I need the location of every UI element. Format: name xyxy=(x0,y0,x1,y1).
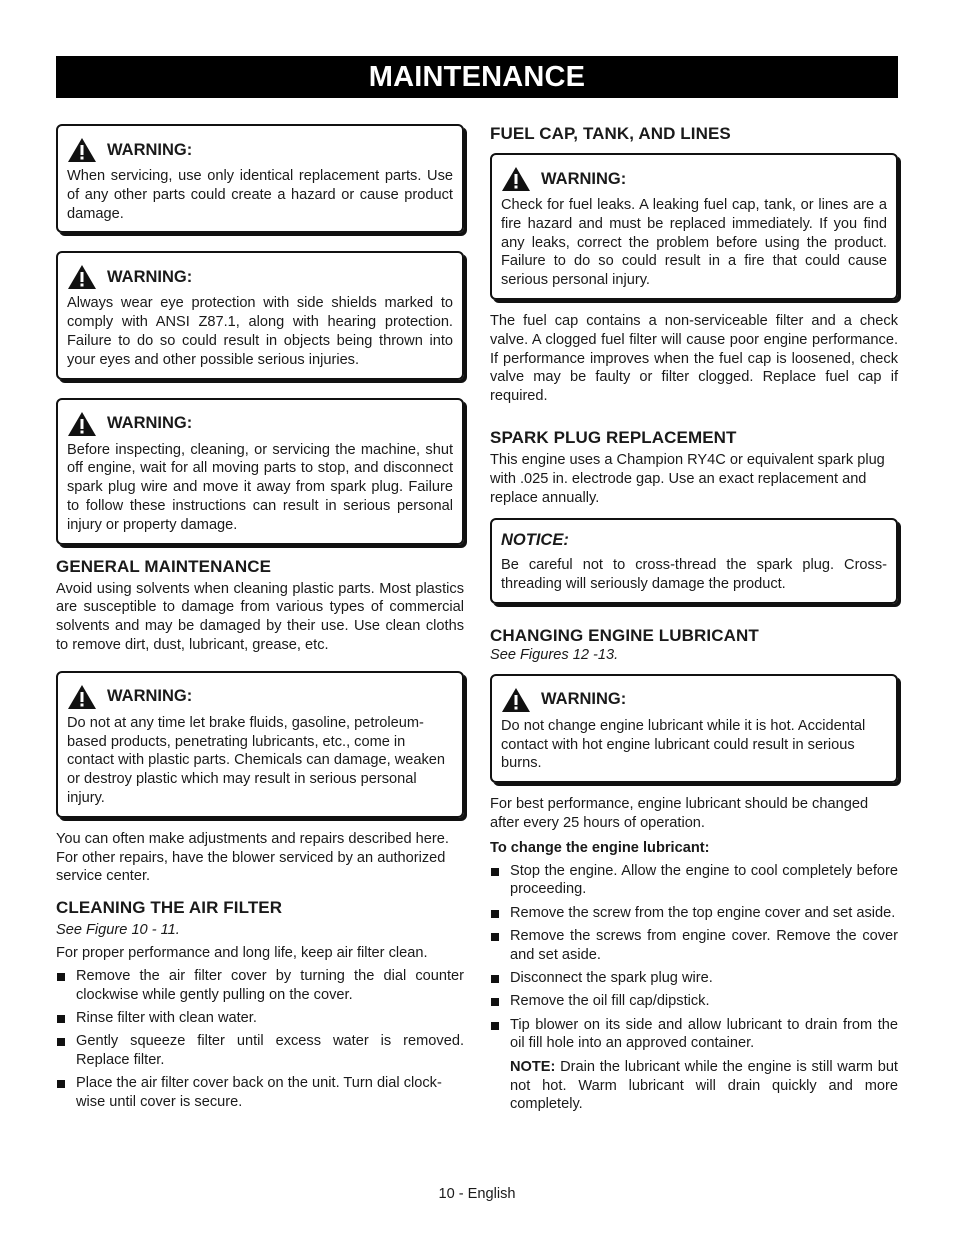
note-text: Drain the lubricant while the engine is still warm but not hot. Warm lubricant will drain quickly and more completely. xyxy=(510,1058,898,1113)
warning-box-replacement-parts xyxy=(56,124,464,233)
list-item: Disconnect the spark plug wire. xyxy=(490,969,898,988)
warning-triangle-icon xyxy=(67,411,97,437)
steps-subheading: To change the engine lubricant: xyxy=(490,839,710,856)
notice-label: NOTICE: xyxy=(501,531,569,550)
list-item: Tip blower on its side and allow lubricant to drain from the oil fill hole into an approved container. xyxy=(490,1016,898,1054)
warning-label: WARNING: xyxy=(107,687,193,706)
warning-label: WARNING: xyxy=(541,690,627,709)
air-filter-section xyxy=(56,898,464,1112)
warning-triangle-icon xyxy=(501,687,531,713)
warning-box-hot-lubricant xyxy=(490,674,898,783)
warning-text: Before inspecting, cleaning, or servicing the machine, shut off engine, wait for all moving parts to stop, and disconnect spark plug wire and move it away from spark plug. Failure to follow these instructions can result in serious personal injury or property damage. xyxy=(67,441,453,533)
notice-text: Be careful not to cross-thread the spark plug. Cross-threading will seriously damage the product. xyxy=(501,557,887,593)
lubricant-steps xyxy=(490,862,898,1054)
list-item: Stop the engine. Allow the engine to cool completely before proceeding. xyxy=(490,862,898,900)
page-title: MAINTENANCE xyxy=(56,56,898,98)
spark-plug-section xyxy=(490,428,898,604)
engine-lubricant-section xyxy=(490,626,898,1114)
warning-label: WARNING: xyxy=(107,267,193,286)
section-heading: SPARK PLUG REPLACEMENT xyxy=(490,427,737,447)
figure-reference: See Figures 12 -13. xyxy=(490,646,619,663)
adjustments-paragraph xyxy=(56,830,464,886)
warning-box-eye-protection xyxy=(56,251,464,379)
warning-triangle-icon xyxy=(67,137,97,163)
warning-label: WARNING: xyxy=(107,140,193,159)
section-text: This engine uses a Champion RY4C or equivalent spark plug with .025 in. electrode gap. Use an exact replacement and replace annually. xyxy=(490,451,885,506)
note-label: NOTE: xyxy=(510,1058,556,1075)
right-column xyxy=(490,124,898,1128)
warning-text: Check for fuel leaks. A leaking fuel cap, tank, or lines are a fire hazard and must be replaced immediately. If you find any leaks, correct the problem before using the product. Failure to do so could result in a fire that could cause serious personal injury. xyxy=(501,197,887,289)
list-item: Remove the screw from the top engine cover and set aside. xyxy=(490,904,898,923)
left-column xyxy=(56,124,464,1126)
section-text: The fuel cap contains a non-serviceable filter and a check valve. A clogged fuel filter will cause poor engine performance. If performance improves when the fuel cap is loosened, check valve may be faulty or filter clogged. Replace fuel cap if required. xyxy=(490,312,898,405)
section-text: Avoid using solvents when cleaning plastic parts. Most plastics are susceptible to damage from various types of commercial solvents and may be damaged by their use. Use clean cloths to remove dirt, dust, lubricant, grease, etc. xyxy=(56,580,464,653)
general-maintenance-section xyxy=(56,557,464,655)
drain-note xyxy=(490,1058,898,1114)
warning-box-chemicals xyxy=(56,671,464,818)
list-item: Rinse filter with clean water. xyxy=(56,1009,464,1028)
warning-box-inspecting xyxy=(56,398,464,545)
section-heading: FUEL CAP, TANK, AND LINES xyxy=(490,124,731,143)
warning-label: WARNING: xyxy=(107,414,193,433)
warning-text: Do not at any time let brake fluids, gasoline, petroleum-based products, penetrating lubricants, etc., come in contact with plastic parts. Chemicals can damage, weaken or destroy plastic which may result in serious personal injury. xyxy=(67,714,445,806)
warning-triangle-icon xyxy=(501,166,531,192)
warning-text: Always wear eye protection with side shields marked to comply with ANSI Z87.1, along with hearing protection. Failure to do so could result in objects being thrown into your eyes and other possible serious injuries. xyxy=(67,295,453,368)
list-item: Remove the screws from engine cover. Remove the cover and set aside. xyxy=(490,927,898,965)
list-item: Gently squeeze filter until excess water is removed. Replace filter. xyxy=(56,1032,464,1070)
list-item: Remove the oil fill cap/dipstick. xyxy=(490,992,898,1011)
warning-triangle-icon xyxy=(67,684,97,710)
notice-box-cross-thread xyxy=(490,518,898,604)
section-heading: GENERAL MAINTENANCE xyxy=(56,556,272,576)
list-item: Place the air filter cover back on the unit. Turn dial clock-wise until cover is secure. xyxy=(56,1074,464,1112)
warning-text: When servicing, use only identical replacement parts. Use of any other parts could create a hazard or cause product damage. xyxy=(67,168,453,222)
fuel-section xyxy=(490,124,898,406)
section-text: For best performance, engine lubricant should be changed after every 25 hours of operation. xyxy=(490,796,869,831)
list-item: Remove the air filter cover by turning the dial counter clockwise while gently pulling on the cover. xyxy=(56,967,464,1005)
air-filter-steps xyxy=(56,967,464,1112)
section-text: You can often make adjustments and repairs described here. For other repairs, have the blower serviced by an authorized service center. xyxy=(56,830,449,885)
warning-box-fuel-leaks xyxy=(490,153,898,300)
warning-label: WARNING: xyxy=(541,169,627,188)
section-heading: CLEANING THE AIR FILTER xyxy=(56,898,283,918)
section-text: For proper performance and long life, keep air filter clean. xyxy=(56,944,428,961)
section-heading: CHANGING ENGINE LUBRICANT xyxy=(490,625,759,645)
figure-reference: See Figure 10 - 11. xyxy=(56,922,180,939)
warning-triangle-icon xyxy=(67,264,97,290)
page-footer: 10 - English xyxy=(438,1186,516,1202)
warning-text: Do not change engine lubricant while it is hot. Accidental contact with hot engine lubricant could result in serious burns. xyxy=(501,717,866,772)
